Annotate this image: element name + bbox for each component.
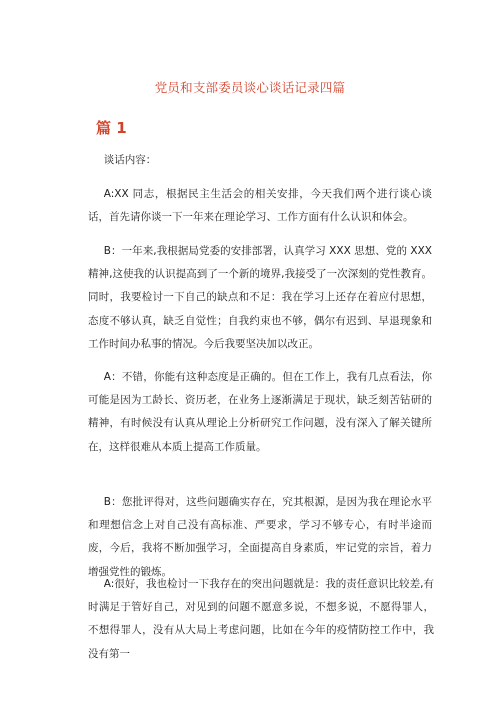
paragraph-a1: A:XX 同志，根据民主生活会的相关安排，今天我们两个进行谈心谈话，首先请你谈一下一年来在理论学习、工作方面有什么认识和体会。 bbox=[88, 188, 432, 224]
paragraph-a3: A:很好，我也检讨一下我存在的突出问题就是：我的责任意识比较差,有时满足于管好自己，对见到的问题不愿意多说，不想多说，不愿得罪人，不想得罪人，没有从大局上考虑问题，比如在今年的疫情防控工作中，我没有第一 bbox=[88, 578, 434, 660]
paragraph-b2: B：您批评得对，这些问题确实存在，究其根源，是因为我在理论水平和理想信念上对自己没有高标准、严要求，学习不够专心，有时半途而废，今后，我将不断加强学习，全面提高自身素质，牢记党的宗旨，着力增强党性的锻炼。 bbox=[88, 496, 432, 578]
section-heading: 篇 1 bbox=[96, 119, 127, 137]
document-title: 党员和支部委员谈心谈话记录四篇 bbox=[154, 80, 346, 95]
paragraph-a2: A：不错，你能有这种态度是正确的。但在工作上，我有几点看法，你可能是因为工龄长、资历老，在业务上逐渐满足于现状，缺乏刻苦钻研的精神，有时候没有认真从理论上分析研究工作问题，没有深入了解关键所在，这样很难从本质上提高工作质量。 bbox=[88, 371, 432, 453]
paragraph-b1: B：一年来,我根据局党委的安排部署，认真学习 XXX 思想、党的 XXX 精神,这使我的认识提高到了一个新的境界,我接受了一次深刻的党性教育。同时，我要检讨一下自己的缺点和不足：我在学习上还存在着应付思想，态度不够认真，缺乏自觉性；自我约束也不够，偶尔有迟到、早退现象和工作时间办私事的情况。今后我要坚决加以改正。 bbox=[88, 245, 432, 350]
paragraph-intro: 谈话内容： bbox=[103, 154, 157, 166]
